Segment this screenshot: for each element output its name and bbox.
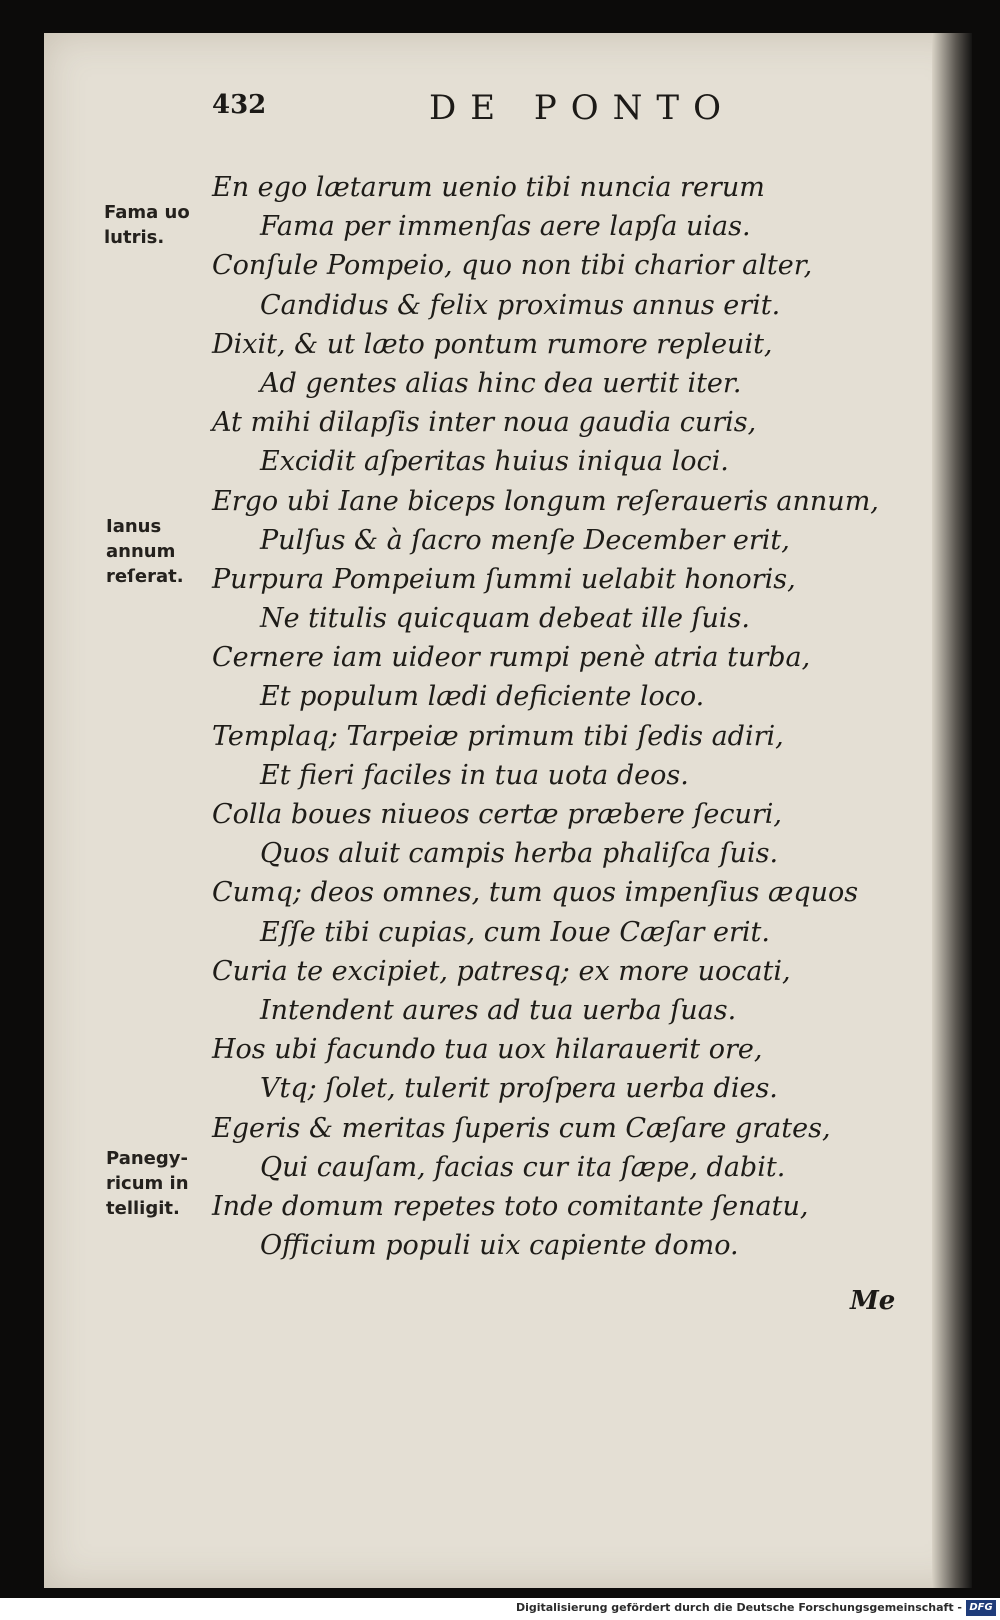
marginal-gloss-line: reſerat. bbox=[106, 566, 184, 587]
verse-line: Egeris & meritas ſuperis cum Cæſare grates, bbox=[212, 1112, 831, 1144]
page-header bbox=[212, 88, 772, 138]
verse-line: Ad gentes alias hinc dea uertit iter. bbox=[260, 367, 742, 399]
catchword: Me bbox=[850, 1286, 896, 1316]
verse-line: Templaq; Tarpeiæ primum tibi ſedis adiri, bbox=[212, 720, 784, 752]
verse-line: Candidus & felix proximus annus erit. bbox=[260, 289, 781, 321]
verse-line: Et fieri faciles in tua uota deos. bbox=[260, 759, 689, 791]
verse-line: Conſule Pompeio, quo non tibi charior alter, bbox=[212, 250, 813, 282]
page-number: 432 bbox=[212, 90, 267, 120]
verse-line: Intendent aures ad tua uerba ſuas. bbox=[260, 994, 737, 1026]
verse-line: Inde domum repetes toto comitante ſenatu, bbox=[212, 1190, 809, 1222]
marginal-gloss-line: annum bbox=[106, 541, 176, 562]
verse-line: Dixit, & ut læto pontum rumore repleuit, bbox=[212, 328, 773, 360]
verse-line: Excidit aſperitas huius iniqua loci. bbox=[260, 446, 729, 478]
marginal-gloss-line: lutris. bbox=[104, 227, 165, 248]
verse-line: Curia te excipiet, patresq; ex more uocati, bbox=[212, 955, 791, 987]
marginal-gloss bbox=[106, 514, 184, 589]
verse-line: Hos ubi facundo tua uox hilarauerit ore, bbox=[212, 1034, 763, 1066]
verse-line: Quos aluit campis herba phaliſca ſuis. bbox=[260, 838, 779, 870]
verse-line: Colla boues niueos certæ præbere ſecuri, bbox=[212, 799, 783, 830]
verse-line: Ergo ubi Iane biceps longum reſeraueris annum, bbox=[212, 485, 879, 517]
verse-line: Officium populi uix capiente domo. bbox=[260, 1230, 739, 1262]
marginal-gloss-line: ricum in bbox=[106, 1173, 189, 1194]
verse-line: Pulſus & à ſacro menſe December erit, bbox=[260, 524, 790, 556]
page-gutter-edge bbox=[932, 33, 972, 1588]
marginal-gloss-line: Fama uo bbox=[104, 202, 190, 223]
dfg-logo: DFG bbox=[966, 1600, 996, 1616]
verse-line: Et populum lædi deficiente loco. bbox=[260, 681, 705, 713]
marginal-gloss bbox=[106, 1146, 189, 1221]
digitization-credit: Digitalisierung gefördert durch die Deutsche Forschungsgemeinschaft - bbox=[515, 1601, 962, 1614]
running-head: DE PONTO bbox=[429, 88, 735, 128]
marginal-gloss-line: telligit. bbox=[106, 1198, 180, 1219]
verse-block bbox=[212, 168, 879, 1265]
marginal-gloss bbox=[104, 200, 190, 250]
verse-line: At mihi dilapſis inter noua gaudia curis, bbox=[212, 407, 757, 439]
verse-line: Purpura Pompeium ſummi uelabit honoris, bbox=[212, 563, 796, 595]
verse-line: Vtq; ſolet, tulerit proſpera uerba dies. bbox=[260, 1073, 778, 1105]
verse-line: Cernere iam uideor rumpi penè atria turba, bbox=[212, 642, 811, 674]
footer-bar bbox=[0, 1598, 1000, 1620]
verse-line: En ego lætarum uenio tibi nuncia rerum bbox=[212, 172, 765, 203]
marginal-gloss-line: Ianus bbox=[106, 516, 162, 537]
verse-line: Cumq; deos omnes, tum quos impenſius æquos bbox=[212, 877, 859, 909]
verse-line: Fama per immenſas aere lapſa uias. bbox=[260, 211, 751, 243]
verse-line: Eſſe tibi cupias, cum Ioue Cæſar erit. bbox=[260, 916, 770, 948]
verse-line: Ne titulis quicquam debeat ille ſuis. bbox=[260, 603, 750, 635]
marginal-gloss-line: Panegy- bbox=[106, 1148, 188, 1169]
verse-line: Qui cauſam, facias cur ita ſæpe, dabit. bbox=[260, 1151, 786, 1183]
